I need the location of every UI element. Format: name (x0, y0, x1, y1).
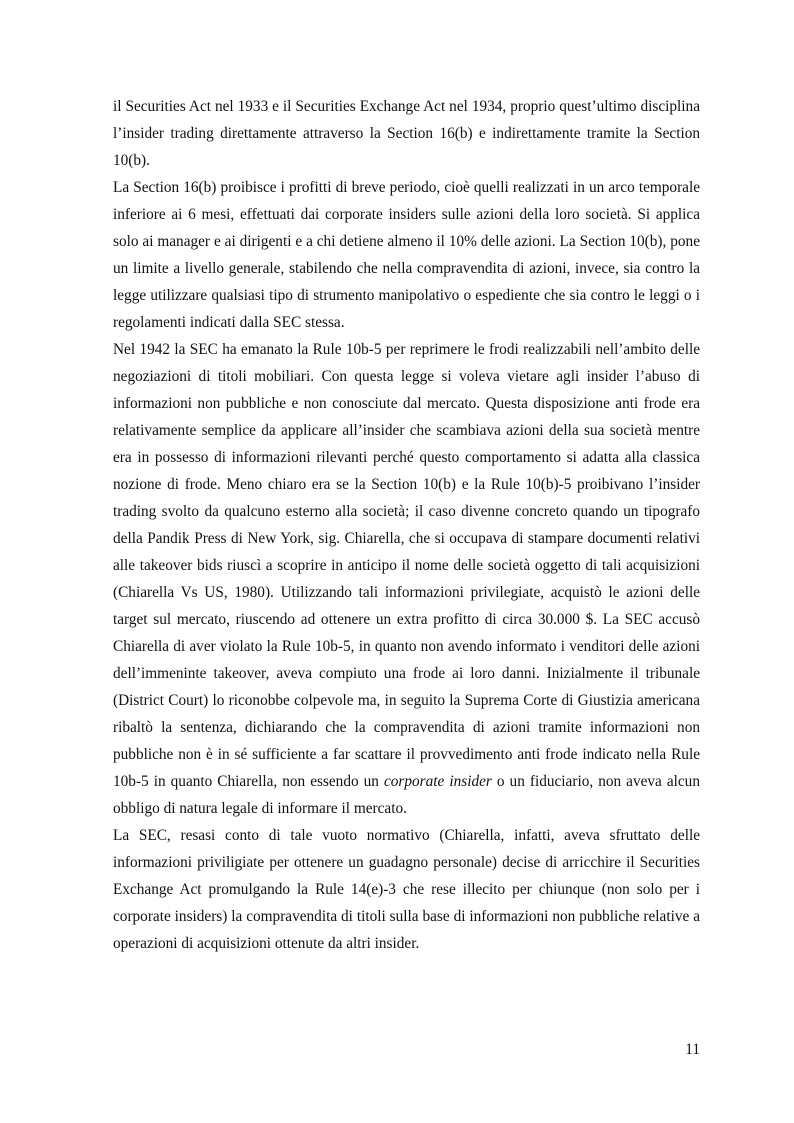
paragraph (113, 822, 700, 957)
paragraph (113, 93, 700, 174)
text-run: il Securities Act nel 1933 e il Securities Exchange Act nel 1934, proprio quest’ultimo disciplina l’insider trading direttamente attraverso la Section 16(b) e indirettamente tramite la Section 10(b). (113, 98, 700, 169)
paragraph (113, 174, 700, 336)
body-text (113, 93, 700, 957)
text-run: La SEC, resasi conto di tale vuoto normativo (Chiarella, infatti, aveva sfruttato delle informazioni priviligiate per ottenere un guadagno personale) decise di arricchire il Securities Exchange Act promulgando la Rule 14(e)-3 che rese illecito per chiunque (non solo per i corporate insiders) la compravendita di titoli sulla base di informazioni non pubbliche relative a operazioni di acquisizioni ottenute da altri insider. (113, 827, 700, 952)
italic-term: corporate insider (383, 773, 492, 790)
page-number: 11 (685, 1041, 700, 1058)
paragraph (113, 336, 700, 822)
text-run: La Section 16(b) proibisce i profitti di breve periodo, cioè quelli realizzati in un arco temporale inferiore ai 6 mesi, effettuati dai corporate insiders sulle azioni della loro società. Si applica solo ai manager e ai dirigenti e a chi detiene almeno il 10% delle azioni. La Section 10(b), pone un limite a livello generale, stabilendo che nella compravendita di azioni, invece, sia contro la legge utilizzare qualsiasi tipo di strumento manipolativo o espediente che sia contro le leggi o i regolamenti indicati dalla SEC stessa. (113, 179, 700, 331)
text-run: o un fiduciario, non aveva alcun obbligo di natura legale di informare il mercato. (113, 773, 700, 817)
text-run: Nel 1942 la SEC ha emanato la Rule 10b-5 per reprimere le frodi realizzabili nell’ambito delle negoziazioni di titoli mobiliari. Con questa legge si voleva vietare agli insider l’abuso di informazioni non pubbliche e non conosciute dal mercato. Questa disposizione anti frode era relativamente semplice da applicare all’insider che scambiava azioni della sua società mentre era in possesso di informazioni rilevanti perché questo comportamento si adatta alla classica nozione di frode. Meno chiaro era se la Section 10(b) e la Rule 10(b)-5 proibivano l’insider trading svolto da qualcuno esterno alla società; il caso divenne concreto quando un tipografo della Pandik Press di New York, sig. Chiarella, che si occupava di stampare documenti relativi alle takeover bids riuscì a scoprire in anticipo il nome delle società oggetto di tali acquisizioni (Chiarella Vs US, 1980). Utilizzando tali informazioni privilegiate, acquistò le azioni delle target sul mercato, riuscendo ad ottenere un extra profitto di circa 30.000 $. La SEC accusò Chiarella di aver violato la Rule 10b-5, in quanto non avendo informato i venditori delle azioni dell’immeninte takeover, aveva compiuto una frode ai loro danni. Inizialmente il tribunale (District Court) lo riconobbe colpevole ma, in seguito la Suprema Corte di Giustizia americana ribaltò la sentenza, dichiarando che la compravendita di azioni tramite informazioni non pubbliche non è in sé sufficiente a far scattare il provvedimento anti frode indicato nella Rule 10b-5 in quanto Chiarella, non essendo un (113, 341, 700, 790)
